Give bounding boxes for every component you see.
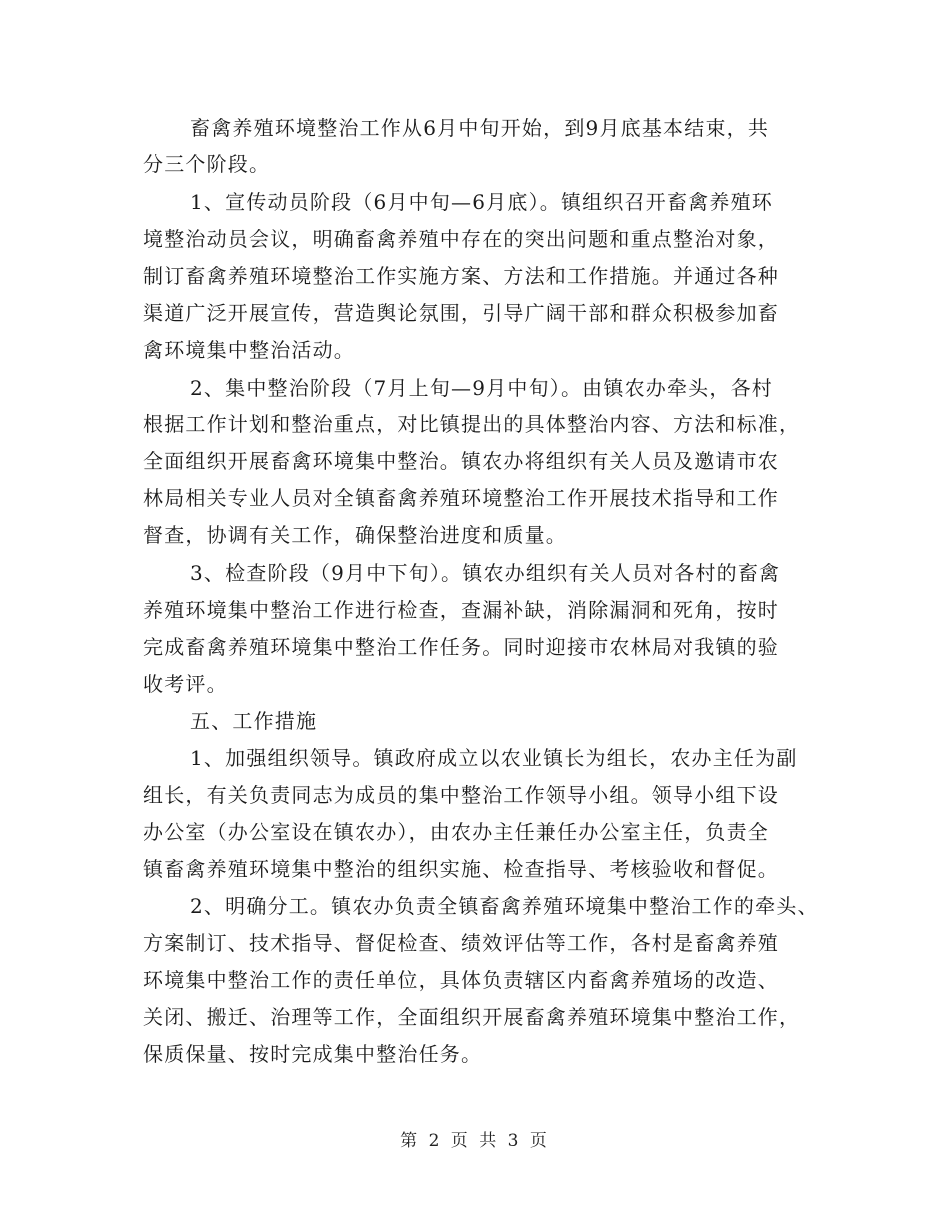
text-line: 分三个阶段。 <box>143 152 271 176</box>
text-line: 养殖环境集中整治工作进行检查，查漏补缺，消除漏洞和死角，按时 <box>143 598 779 622</box>
text-line: 组长，有关负责同志为成员的集中整治工作领导小组。领导小组下设 <box>143 783 779 807</box>
text-line: 境整治动员会议，明确畜禽养殖中存在的突出问题和重点整治对象， <box>143 227 779 251</box>
text-line: 3、检查阶段（9月中下旬）。镇农办组织有关人员对各村的畜禽 <box>190 561 781 585</box>
text-line: 保质保量、按时完成集中整治任务。 <box>143 1042 483 1066</box>
text-line: 完成畜禽养殖环境集中整治工作任务。同时迎接市农林局对我镇的验 <box>143 635 779 659</box>
text-line: 方案制订、技术指导、督促检查、绩效评估等工作，各村是畜禽养殖 <box>143 931 779 955</box>
text-line: 渠道广泛开展宣传，营造舆论氛围，引导广阔干部和群众积极参加畜 <box>143 301 779 325</box>
text-line: 督查，协调有关工作，确保整治进度和质量。 <box>143 523 567 547</box>
text-line: 2、明确分工。镇农办负责全镇畜禽养殖环境集中整治工作的牵头、 <box>190 894 819 918</box>
text-line: 禽环境集中整治活动。 <box>143 338 355 362</box>
heading-line: 五、工作措施 <box>190 709 318 733</box>
text-line: 制订畜禽养殖环境整治工作实施方案、方法和工作措施。并通过各种 <box>143 264 779 288</box>
text-line: 林局相关专业人员对全镇畜禽养殖环境整治工作开展技术指导和工作 <box>143 486 779 510</box>
text-line: 1、宣传动员阶段（6月中旬—6月底）。镇组织召开畜禽养殖环 <box>190 190 773 214</box>
text-line: 环境集中整治工作的责任单位，具体负责辖区内畜禽养殖场的改造、 <box>143 968 779 992</box>
text-line: 全面组织开展畜禽环境集中整治。镇农办将组织有关人员及邀请市农 <box>143 449 779 473</box>
text-line: 畜禽养殖环境整治工作从6月中旬开始，到9月底基本结束，共 <box>190 116 770 140</box>
text-line: 办公室（办公室设在镇农办），由农办主任兼任办公室主任，负责全 <box>143 820 769 844</box>
text-line: 镇畜禽养殖环境集中整治的组织实施、检查指导、考核验收和督促。 <box>143 857 779 881</box>
text-line: 收考评。 <box>143 672 228 696</box>
text-line: 2、集中整治阶段（7月上旬—9月中旬）。由镇农办牵头，各村 <box>190 376 773 400</box>
page-number-footer: 第 2 页 共 3 页 <box>400 1131 550 1151</box>
text-line: 关闭、搬迁、治理等工作，全面组织开展畜禽养殖环境集中整治工作， <box>143 1005 801 1029</box>
text-line: 根据工作计划和整治重点，对比镇提出的具体整治内容、方法和标准， <box>143 412 801 436</box>
text-line: 1、加强组织领导。镇政府成立以农业镇长为组长，农办主任为副 <box>190 746 798 770</box>
